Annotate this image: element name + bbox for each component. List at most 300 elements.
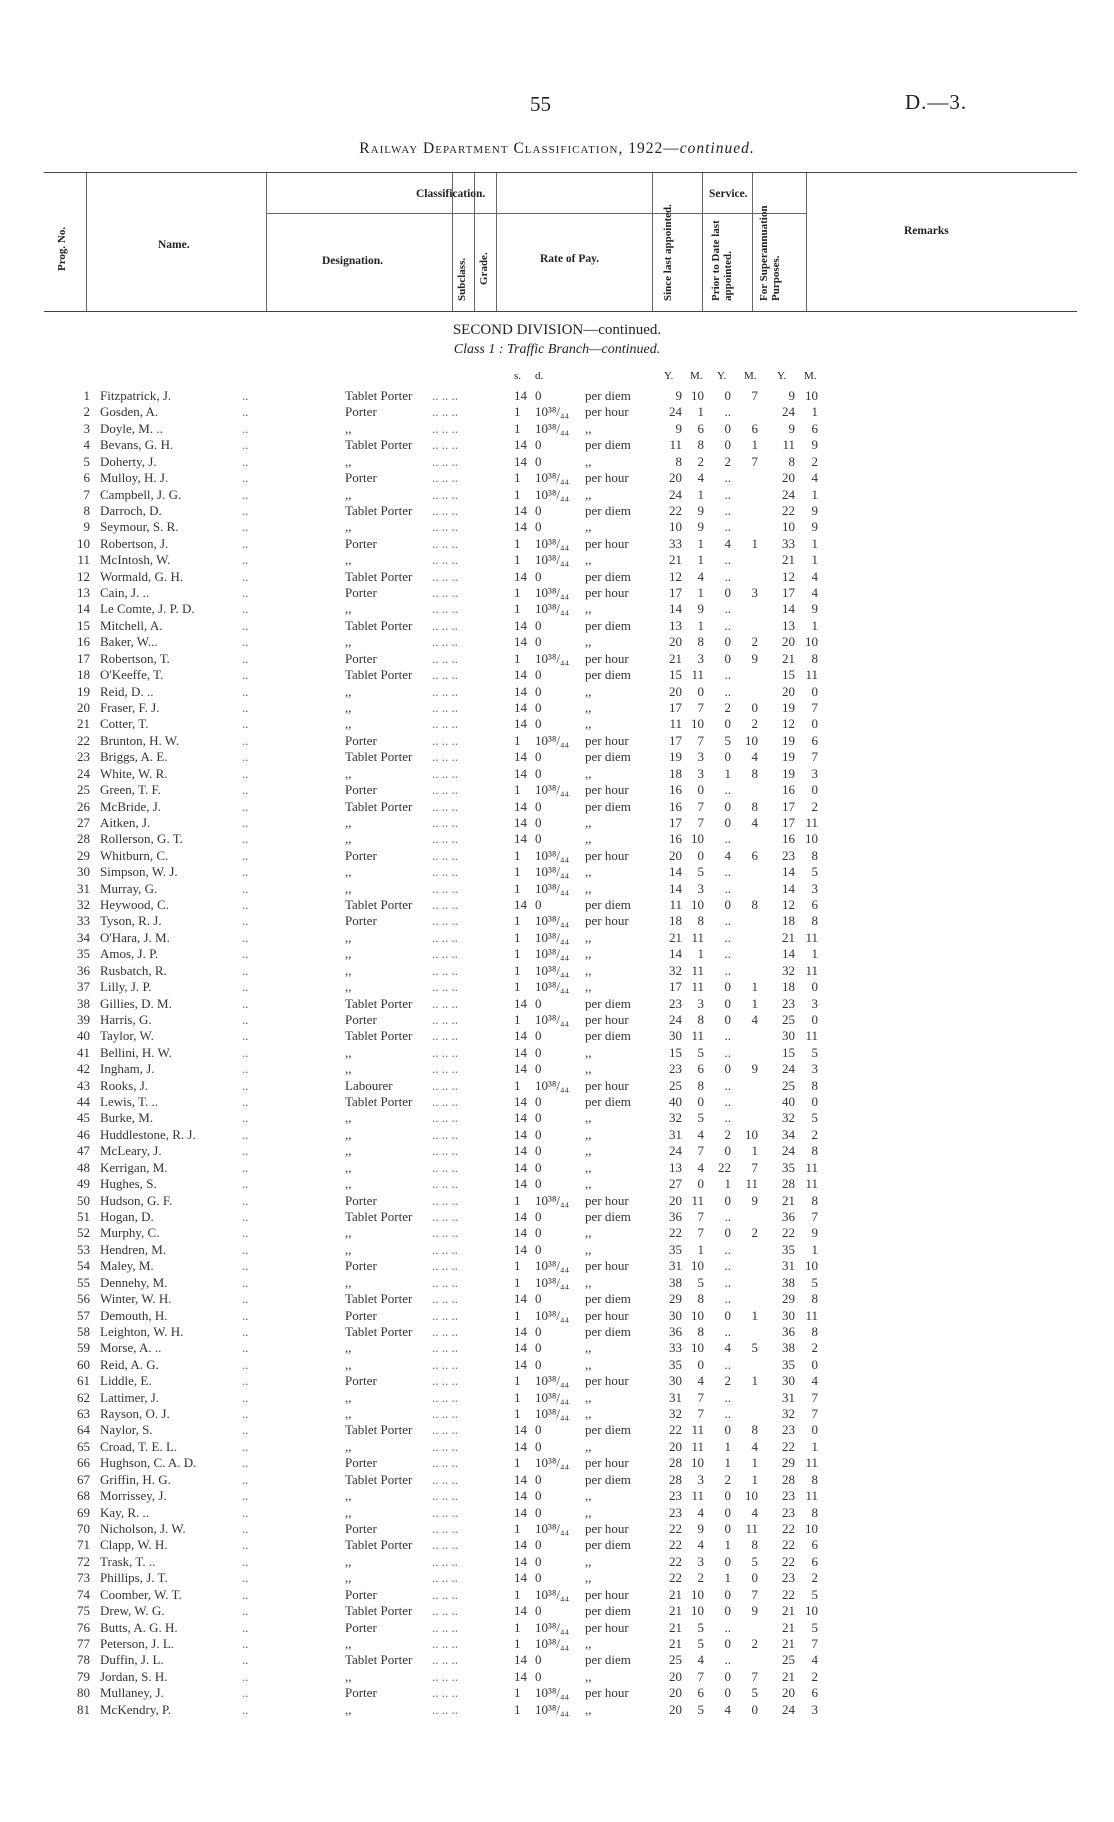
cell-sy: 36: [669, 1323, 682, 1339]
cell-rd: 10³⁸/₄₄: [535, 1307, 570, 1323]
cell-py: 2: [724, 1373, 731, 1389]
cell-fm: 1: [811, 404, 818, 420]
cell-sm: 11: [691, 1028, 704, 1044]
cell-py: 22: [718, 1159, 731, 1175]
leader-dots: .. .. ..: [432, 1471, 458, 1487]
leader-dots: ..: [242, 1373, 249, 1389]
cell-rd: 10³⁸/₄₄: [535, 1619, 570, 1635]
cell-des: Porter: [345, 1192, 377, 1208]
cell-sy: 11: [669, 897, 682, 913]
cell-rt: ,,: [585, 1570, 592, 1586]
cell-py: 0: [724, 897, 731, 913]
header-since-last: Since last appointed.: [662, 204, 674, 301]
leader-dots: ..: [242, 1225, 249, 1241]
cell-fy: 23: [782, 1488, 795, 1504]
cell-rt: per hour: [585, 782, 629, 798]
cell-pm: 2: [751, 1225, 758, 1241]
cell-name: McLeary, J.: [100, 1143, 162, 1159]
cell-rs: 1: [514, 535, 521, 551]
leader-dots: ..: [242, 1389, 249, 1405]
title-suffix: continued.: [679, 140, 755, 157]
cell-rt: per hour: [585, 404, 629, 420]
leader-dots: ..: [242, 601, 249, 617]
leader-dots: ..: [242, 585, 249, 601]
cell-fm: 8: [811, 1143, 818, 1159]
cell-rs: 14: [514, 1241, 527, 1257]
cell-rs: 14: [514, 1126, 527, 1142]
cell-name: Baker, W...: [100, 634, 158, 650]
cell-fy: 21: [782, 929, 795, 945]
cell-fm: 5: [811, 1110, 818, 1126]
cell-des: Porter: [345, 404, 377, 420]
cell-rd: 0: [535, 1603, 542, 1619]
cell-fm: 10: [805, 634, 818, 650]
cell-fm: 11: [805, 1159, 818, 1175]
cell-fy: 16: [782, 782, 795, 798]
cell-sm: 3: [697, 749, 704, 765]
cell-rd: 0: [535, 453, 542, 469]
cell-rd: 10³⁸/₄₄: [535, 535, 570, 551]
cell-rt: ,,: [585, 1143, 592, 1159]
leader-dots: ..: [242, 502, 249, 518]
leader-dots: ..: [242, 1241, 249, 1257]
cell-sm: 1: [697, 1241, 704, 1257]
cell-rt: ,,: [585, 683, 592, 699]
cell-sy: 28: [669, 1455, 682, 1471]
leader-dots: ..: [242, 979, 249, 995]
cell-des: ,,: [345, 814, 352, 830]
cell-rs: 14: [514, 1570, 527, 1586]
cell-rs: 1: [514, 1373, 521, 1389]
cell-no: 46: [77, 1126, 90, 1142]
table-row: [0, 1406, 1114, 1422]
cell-sy: 22: [669, 1520, 682, 1536]
cell-rd: 0: [535, 765, 542, 781]
cell-rt: per diem: [585, 617, 631, 633]
cell-rs: 14: [514, 1094, 527, 1110]
cell-no: 55: [77, 1274, 90, 1290]
leader-dots: ..: [242, 962, 249, 978]
cell-fy: 9: [788, 388, 795, 403]
cell-sm: 5: [697, 1635, 704, 1651]
cell-sm: 7: [697, 699, 704, 715]
cell-rt: per diem: [585, 798, 631, 814]
cell-rs: 14: [514, 1668, 527, 1684]
table-row: [0, 700, 1114, 716]
cell-rd: 0: [535, 716, 542, 732]
cell-name: Griffin, H. G.: [100, 1471, 171, 1487]
leader-dots: ..: [242, 1471, 249, 1487]
cell-rd: 0: [535, 1488, 542, 1504]
cell-fy: 25: [782, 1652, 795, 1668]
cell-des: Porter: [345, 1373, 377, 1389]
cell-des: Porter: [345, 1619, 377, 1635]
leader-dots: .. .. ..: [432, 420, 458, 436]
cell-des: Tablet Porter: [345, 502, 413, 518]
cell-pm: 11: [745, 1176, 758, 1192]
cell-pm: 9: [751, 1192, 758, 1208]
cell-rt: ,,: [585, 962, 592, 978]
cell-py: ..: [724, 913, 731, 929]
cell-fm: 2: [811, 453, 818, 469]
cell-sy: 21: [669, 929, 682, 945]
cell-rd: 0: [535, 1110, 542, 1126]
leader-dots: ..: [242, 420, 249, 436]
cell-no: 21: [77, 716, 90, 732]
leader-dots: ..: [242, 617, 249, 633]
cell-name: Cain, J. ..: [100, 585, 150, 601]
cell-fm: 5: [811, 1619, 818, 1635]
cell-name: Hughes, S.: [100, 1176, 157, 1192]
cell-fy: 31: [782, 1258, 795, 1274]
cell-name: Heywood, C.: [100, 897, 169, 913]
cell-rs: 14: [514, 897, 527, 913]
cell-no: 61: [77, 1373, 90, 1389]
leader-dots: .. .. ..: [432, 1143, 458, 1159]
cell-sy: 35: [669, 1241, 682, 1257]
cell-py: 0: [724, 1307, 731, 1323]
cell-rt: ,,: [585, 1488, 592, 1504]
cell-sy: 20: [669, 847, 682, 863]
cell-rt: per diem: [585, 1028, 631, 1044]
cell-no: 32: [77, 897, 90, 913]
cell-des: Tablet Porter: [345, 1652, 413, 1668]
cell-des: Porter: [345, 782, 377, 798]
cell-sy: 23: [669, 1504, 682, 1520]
table-row: [0, 1439, 1114, 1455]
cell-des: ,,: [345, 1406, 352, 1422]
cell-pm: 2: [751, 1635, 758, 1651]
title-main: Railway Department Classification, 1922—: [359, 140, 680, 157]
cell-fm: 0: [811, 716, 818, 732]
cell-name: Mulloy, H. J.: [100, 470, 169, 486]
cell-pm: 4: [751, 1504, 758, 1520]
cell-sm: 7: [697, 1225, 704, 1241]
cell-rd: 10³⁸/₄₄: [535, 1389, 570, 1405]
cell-fy: 19: [782, 765, 795, 781]
leader-dots: .. .. ..: [432, 1701, 458, 1717]
cell-rs: 14: [514, 1209, 527, 1224]
cell-name: O'Hara, J. M.: [100, 929, 170, 945]
cell-no: 75: [77, 1603, 90, 1619]
cell-py: ..: [724, 946, 731, 962]
leader-dots: .. .. ..: [432, 699, 458, 715]
table-row: [0, 1127, 1114, 1143]
cell-fm: 10: [805, 388, 818, 403]
cell-sy: 35: [669, 1356, 682, 1372]
leader-dots: .. .. ..: [432, 814, 458, 830]
cell-no: 38: [77, 995, 90, 1011]
cell-sm: 0: [697, 1356, 704, 1372]
table-row: [0, 1669, 1114, 1685]
cell-rt: ,,: [585, 1701, 592, 1717]
cell-name: Kerrigan, M.: [100, 1159, 168, 1175]
table-row: [0, 716, 1114, 732]
cell-sm: 7: [697, 798, 704, 814]
cell-no: 15: [77, 617, 90, 633]
leader-dots: ..: [242, 1619, 249, 1635]
cell-fm: 11: [805, 962, 818, 978]
cell-name: O'Keeffe, T.: [100, 667, 164, 683]
cell-fm: 5: [811, 1274, 818, 1290]
cell-fm: 3: [811, 995, 818, 1011]
cell-rd: 10³⁸/₄₄: [535, 1701, 570, 1717]
cell-py: ..: [724, 486, 731, 502]
cell-sy: 17: [669, 732, 682, 748]
cell-no: 51: [77, 1209, 90, 1224]
cell-fm: 7: [811, 699, 818, 715]
cell-py: 0: [724, 716, 731, 732]
cell-rs: 14: [514, 749, 527, 765]
table-row: [0, 1225, 1114, 1241]
table-row: [0, 1028, 1114, 1044]
cell-py: ..: [724, 1241, 731, 1257]
cell-rd: 10³⁸/₄₄: [535, 913, 570, 929]
cell-no: 53: [77, 1241, 90, 1257]
cell-fy: 17: [782, 814, 795, 830]
cell-pm: 7: [751, 1159, 758, 1175]
cell-py: ..: [724, 880, 731, 896]
cell-fm: 3: [811, 1061, 818, 1077]
cell-rs: 1: [514, 1011, 521, 1027]
table-row: [0, 1570, 1114, 1586]
cell-name: Gosden, A.: [100, 404, 159, 420]
cell-pm: 7: [751, 388, 758, 403]
cell-sy: 14: [669, 880, 682, 896]
cell-rs: 1: [514, 1077, 521, 1093]
cell-name: Jordan, S. H.: [100, 1668, 168, 1684]
cell-no: 45: [77, 1110, 90, 1126]
cell-fy: 21: [782, 552, 795, 568]
cell-rt: ,,: [585, 1225, 592, 1241]
cell-rt: per hour: [585, 847, 629, 863]
leader-dots: ..: [242, 1603, 249, 1619]
leader-dots: ..: [242, 1044, 249, 1060]
cell-fy: 15: [782, 1044, 795, 1060]
cell-rt: per diem: [585, 749, 631, 765]
leader-dots: ..: [242, 1274, 249, 1290]
table-row: [0, 864, 1114, 880]
cell-no: 7: [83, 486, 90, 502]
table-row: [0, 799, 1114, 815]
cell-des: ,,: [345, 864, 352, 880]
leader-dots: ..: [242, 864, 249, 880]
cell-des: Porter: [345, 847, 377, 863]
cell-sm: 11: [691, 929, 704, 945]
leader-dots: .. .. ..: [432, 1553, 458, 1569]
cell-pm: 1: [751, 1143, 758, 1159]
cell-name: Hogan, D.: [100, 1209, 154, 1224]
cell-rt: per hour: [585, 1258, 629, 1274]
cell-fy: 31: [782, 1389, 795, 1405]
cell-pm: 8: [751, 1422, 758, 1438]
cell-sy: 22: [669, 1422, 682, 1438]
cell-name: Le Comte, J. P. D.: [100, 601, 195, 617]
cell-no: 22: [77, 732, 90, 748]
table-row: [0, 766, 1114, 782]
leader-dots: ..: [242, 929, 249, 945]
cell-fy: 22: [782, 1225, 795, 1241]
cell-rs: 1: [514, 1258, 521, 1274]
cell-sm: 10: [691, 897, 704, 913]
leader-dots: ..: [242, 1685, 249, 1701]
cell-rd: 0: [535, 617, 542, 633]
cell-py: 5: [724, 732, 731, 748]
cell-rt: per hour: [585, 1685, 629, 1701]
leader-dots: ..: [242, 388, 249, 403]
cell-fm: 10: [805, 1258, 818, 1274]
cell-rt: ,,: [585, 1389, 592, 1405]
cell-name: Gillies, D. M.: [100, 995, 172, 1011]
cell-name: Murray, G.: [100, 880, 158, 896]
cell-sy: 31: [669, 1126, 682, 1142]
leader-dots: ..: [242, 1340, 249, 1356]
table-row: [0, 1078, 1114, 1094]
cell-fy: 30: [782, 1028, 795, 1044]
cell-rd: 0: [535, 1225, 542, 1241]
cell-rt: ,,: [585, 699, 592, 715]
leader-dots: ..: [242, 1143, 249, 1159]
cell-sm: 1: [697, 404, 704, 420]
cell-fy: 17: [782, 585, 795, 601]
cell-rs: 1: [514, 585, 521, 601]
cell-name: Naylor, S.: [100, 1422, 153, 1438]
cell-sm: 8: [697, 1011, 704, 1027]
cell-fy: 36: [782, 1323, 795, 1339]
cell-py: 0: [724, 1520, 731, 1536]
unit-y1: Y.: [664, 370, 674, 382]
cell-rt: ,,: [585, 486, 592, 502]
table-row: [0, 1324, 1114, 1340]
cell-rd: 0: [535, 1537, 542, 1553]
cell-rd: 0: [535, 519, 542, 535]
cell-des: Porter: [345, 535, 377, 551]
cell-name: Doyle, M. ..: [100, 420, 163, 436]
cell-rd: 10³⁸/₄₄: [535, 979, 570, 995]
leader-dots: ..: [242, 897, 249, 913]
cell-rd: 10³⁸/₄₄: [535, 864, 570, 880]
cell-des: Porter: [345, 1307, 377, 1323]
cell-sy: 24: [669, 404, 682, 420]
cell-name: Winter, W. H.: [100, 1291, 172, 1307]
table-row: [0, 1505, 1114, 1521]
cell-rd: 10³⁸/₄₄: [535, 650, 570, 666]
cell-no: 31: [77, 880, 90, 896]
leader-dots: ..: [242, 470, 249, 486]
header-subclass: Subclass.: [456, 257, 468, 301]
cell-sm: 9: [697, 1520, 704, 1536]
cell-rt: per diem: [585, 1209, 631, 1224]
cell-py: 0: [724, 650, 731, 666]
cell-rs: 14: [514, 1471, 527, 1487]
cell-pm: 11: [745, 1520, 758, 1536]
cell-rs: 1: [514, 1635, 521, 1651]
cell-fm: 2: [811, 798, 818, 814]
table-row: [0, 1045, 1114, 1061]
cell-rs: 1: [514, 470, 521, 486]
cell-name: Huddlestone, R. J.: [100, 1126, 196, 1142]
cell-py: 1: [724, 1455, 731, 1471]
leader-dots: ..: [242, 1258, 249, 1274]
cell-fm: 8: [811, 847, 818, 863]
cell-rs: 1: [514, 486, 521, 502]
cell-no: 81: [77, 1701, 90, 1717]
cell-rt: per diem: [585, 1652, 631, 1668]
cell-rs: 14: [514, 1028, 527, 1044]
cell-rs: 1: [514, 962, 521, 978]
cell-des: ,,: [345, 1701, 352, 1717]
table-row: [0, 569, 1114, 585]
cell-des: Tablet Porter: [345, 798, 413, 814]
cell-sy: 21: [669, 650, 682, 666]
table-row: [0, 585, 1114, 601]
cell-fy: 24: [782, 1143, 795, 1159]
cell-py: ..: [724, 1028, 731, 1044]
cell-no: 48: [77, 1159, 90, 1175]
cell-no: 80: [77, 1685, 90, 1701]
cell-no: 69: [77, 1504, 90, 1520]
cell-pm: 5: [751, 1340, 758, 1356]
cell-no: 30: [77, 864, 90, 880]
cell-des: ,,: [345, 1635, 352, 1651]
cell-rt: per diem: [585, 1094, 631, 1110]
cell-des: ,,: [345, 1176, 352, 1192]
cell-sm: 5: [697, 1274, 704, 1290]
cell-py: 1: [724, 1176, 731, 1192]
table-row: [0, 552, 1114, 568]
table-row: [0, 1308, 1114, 1324]
table-row: [0, 1620, 1114, 1636]
cell-des: ,,: [345, 1389, 352, 1405]
cell-rt: per diem: [585, 502, 631, 518]
cell-no: 37: [77, 979, 90, 995]
cell-rd: 0: [535, 1061, 542, 1077]
cell-fy: 24: [782, 1701, 795, 1717]
cell-py: 2: [724, 453, 731, 469]
cell-sy: 12: [669, 568, 682, 584]
leader-dots: .. .. ..: [432, 1603, 458, 1619]
cell-no: 49: [77, 1176, 90, 1192]
leader-dots: .. .. ..: [432, 1077, 458, 1093]
cell-py: 0: [724, 420, 731, 436]
cell-fy: 35: [782, 1356, 795, 1372]
cell-py: 0: [724, 1011, 731, 1027]
leader-dots: ..: [242, 1291, 249, 1307]
table-row: [0, 404, 1114, 420]
leader-dots: .. .. ..: [432, 1586, 458, 1602]
leader-dots: ..: [242, 913, 249, 929]
cell-des: Labourer: [345, 1077, 393, 1093]
cell-fy: 9: [788, 420, 795, 436]
cell-name: Morrissey, J.: [100, 1488, 167, 1504]
leader-dots: .. .. ..: [432, 847, 458, 863]
leader-dots: .. .. ..: [432, 1455, 458, 1471]
table-row: [0, 913, 1114, 929]
cell-rd: 0: [535, 667, 542, 683]
cell-sm: 1: [697, 552, 704, 568]
cell-no: 65: [77, 1438, 90, 1454]
cell-sm: 3: [697, 1553, 704, 1569]
cell-fm: 3: [811, 1701, 818, 1717]
cell-fy: 35: [782, 1159, 795, 1175]
cell-rd: 0: [535, 1126, 542, 1142]
cell-des: ,,: [345, 1159, 352, 1175]
cell-des: Porter: [345, 1011, 377, 1027]
cell-fm: 9: [811, 601, 818, 617]
cell-rd: 0: [535, 1668, 542, 1684]
cell-rs: 1: [514, 732, 521, 748]
cell-rs: 14: [514, 831, 527, 847]
